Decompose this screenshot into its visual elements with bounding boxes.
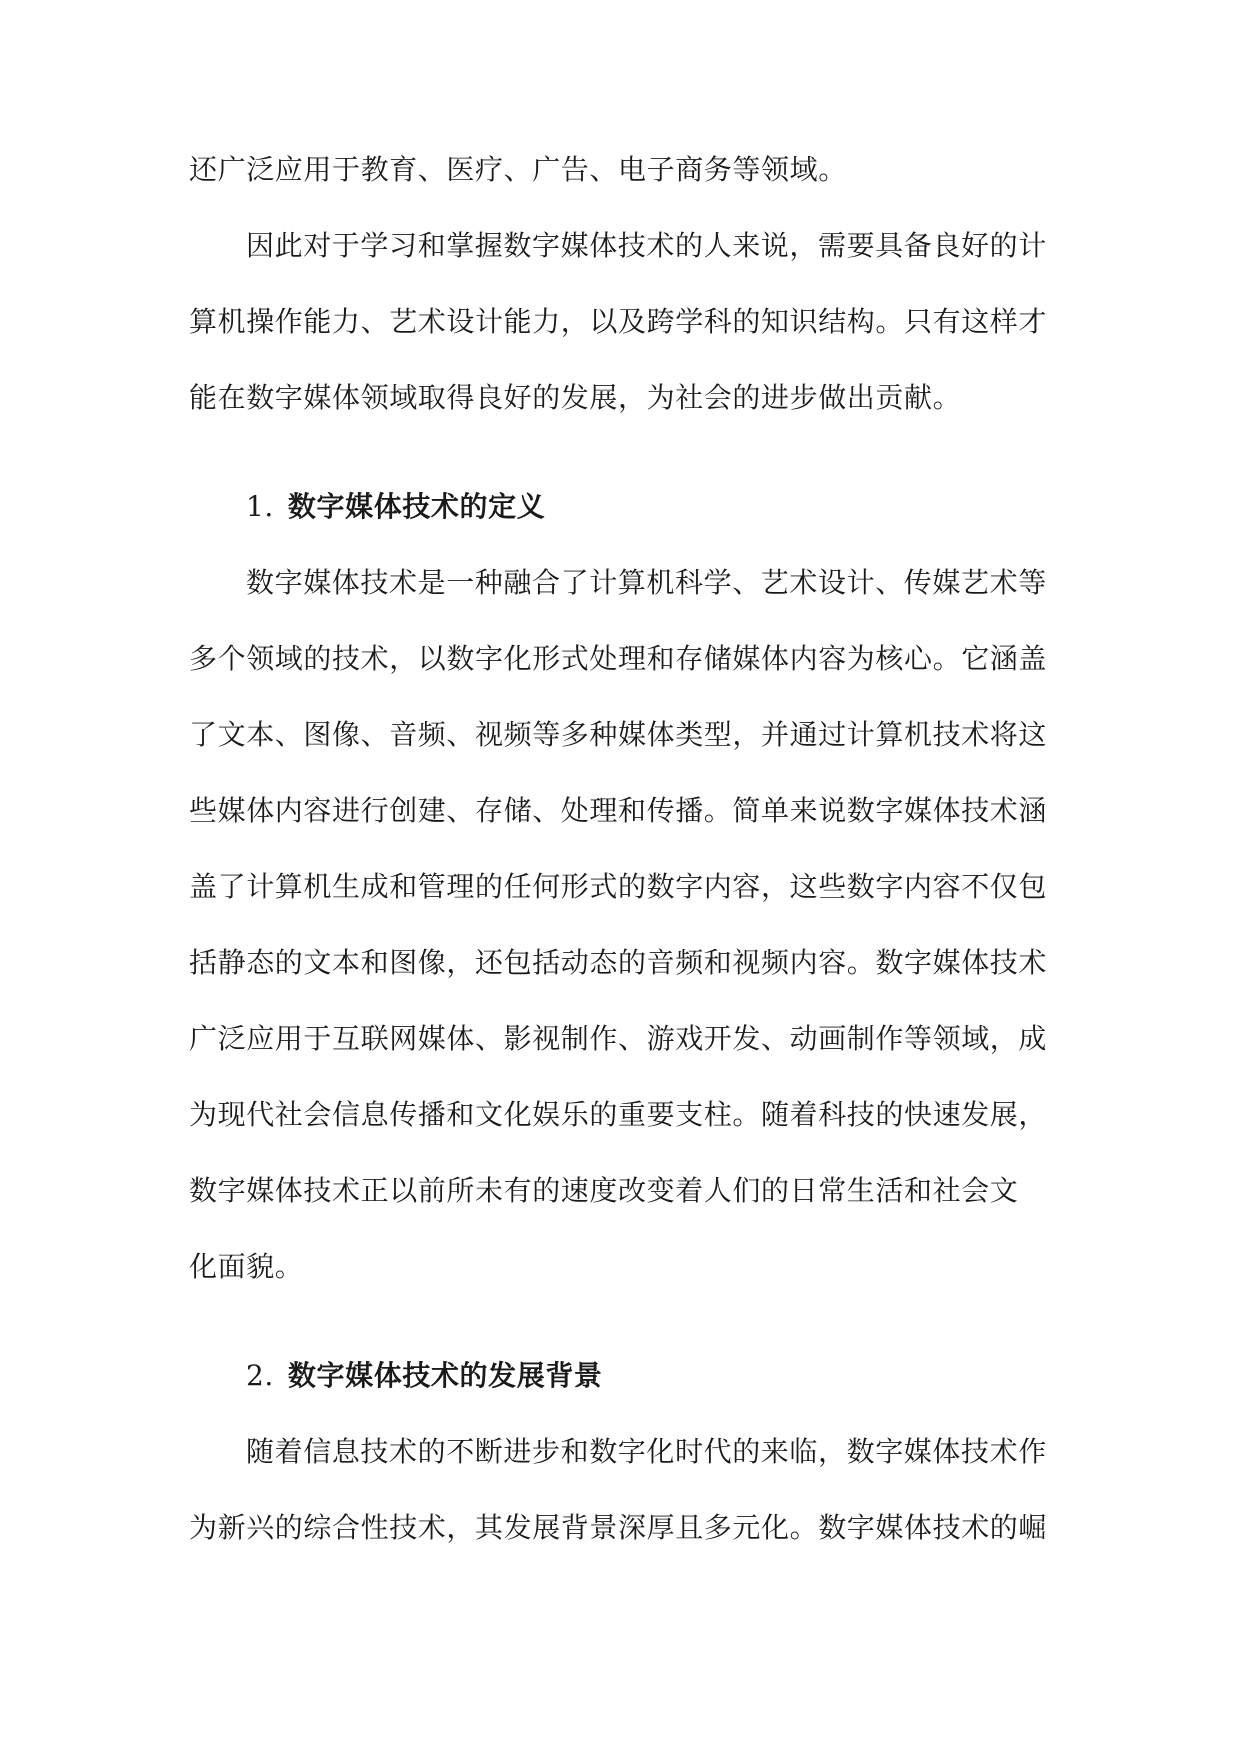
paragraph-line: 数字媒体技术正以前所未有的速度改变着人们的日常生活和社会文 [189,1174,1019,1207]
section-title: 数字媒体技术的发展背景 [287,1359,603,1392]
section-number: 2. [246,1359,274,1392]
paragraph-line: 随着信息技术的不断进步和数字化时代的来临，数字媒体技术作 [246,1435,1047,1468]
section-heading [246,1356,603,1396]
paragraph-line: 广泛应用于互联网媒体、影视制作、游戏开发、动画制作等领域，成 [189,1022,1048,1055]
section-heading [246,487,545,527]
paragraph-line: 些媒体内容进行创建、存储、处理和传播。简单来说数字媒体技术涵 [189,794,1048,827]
paragraph-line: 多个领域的技术，以数字化形式处理和存储媒体内容为核心。它涵盖 [189,642,1048,675]
paragraph-line: 因此对于学习和掌握数字媒体技术的人来说，需要具备良好的计 [246,229,1047,262]
paragraph-line: 盖了计算机生成和管理的任何形式的数字内容，这些数字内容不仅包 [189,870,1048,903]
paragraph-line: 还广泛应用于教育、医疗、广告、电子商务等领域。 [189,153,847,186]
paragraph-line: 算机操作能力、艺术设计能力，以及跨学科的知识结构。只有这样才 [189,305,1048,338]
paragraph-line: 能在数字媒体领域取得良好的发展，为社会的进步做出贡献。 [189,381,962,414]
section-title: 数字媒体技术的定义 [287,490,546,523]
paragraph-line: 为现代社会信息传播和文化娱乐的重要支柱。随着科技的快速发展， [189,1098,1048,1131]
paragraph-line: 为新兴的综合性技术，其发展背景深厚且多元化。数字媒体技术的崛 [189,1511,1048,1544]
paragraph-line: 括静态的文本和图像，还包括动态的音频和视频内容。数字媒体技术 [189,946,1048,979]
paragraph-line: 数字媒体技术是一种融合了计算机科学、艺术设计、传媒艺术等 [246,566,1047,599]
paragraph-line: 了文本、图像、音频、视频等多种媒体类型，并通过计算机技术将这 [189,718,1048,751]
section-number: 1. [246,490,274,523]
paragraph-line: 化面貌。 [189,1250,304,1283]
